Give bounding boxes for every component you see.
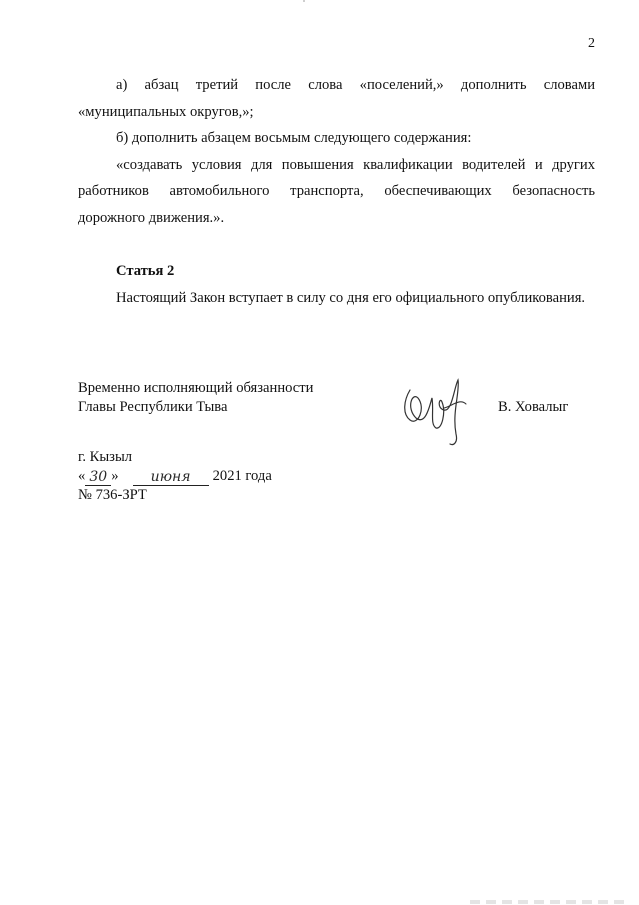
law-number: № 736-ЗРТ [78,487,147,503]
handwritten-signature [396,368,476,448]
date-line [78,467,272,486]
article-2-text: Настоящий Закон вступает в силу со дня его официального опубликования. [116,289,586,306]
quote-open: « [78,468,86,484]
page-number: 2 [588,36,595,51]
article-2 [78,258,595,311]
amendment-quote: «создавать условия для повышения квалификации водителей и других работников автомобильного транспорта, обеспечивающих безопасность дорожного движения.». [78,156,595,226]
amendment-item-a: а) абзац третий после слова «поселений,» дополнить словами «муниципальных округов,»; [78,77,595,120]
signatory-name: В. Ховалыг [498,399,569,415]
scan-artifact-bottom [470,900,630,904]
city: г. Кызыл [78,449,133,465]
signatory-position-line2: Главы Республики Тыва [78,399,228,415]
amendments-section [78,72,595,231]
signatory-position-line1: Временно исполняющий обязанности [78,380,314,396]
date-day-handwritten: 30 [85,470,111,486]
date-month-handwritten: июня [133,470,209,486]
scan-artifact [303,0,305,2]
quote-close: » [111,468,119,484]
signatory-position [78,379,313,417]
date-year: 2021 года [212,468,272,484]
article-2-title: Статья 2 [116,263,175,279]
amendment-item-b: б) дополнить абзацем восьмым следующего содержания: [116,130,472,146]
place-and-date [78,448,272,505]
